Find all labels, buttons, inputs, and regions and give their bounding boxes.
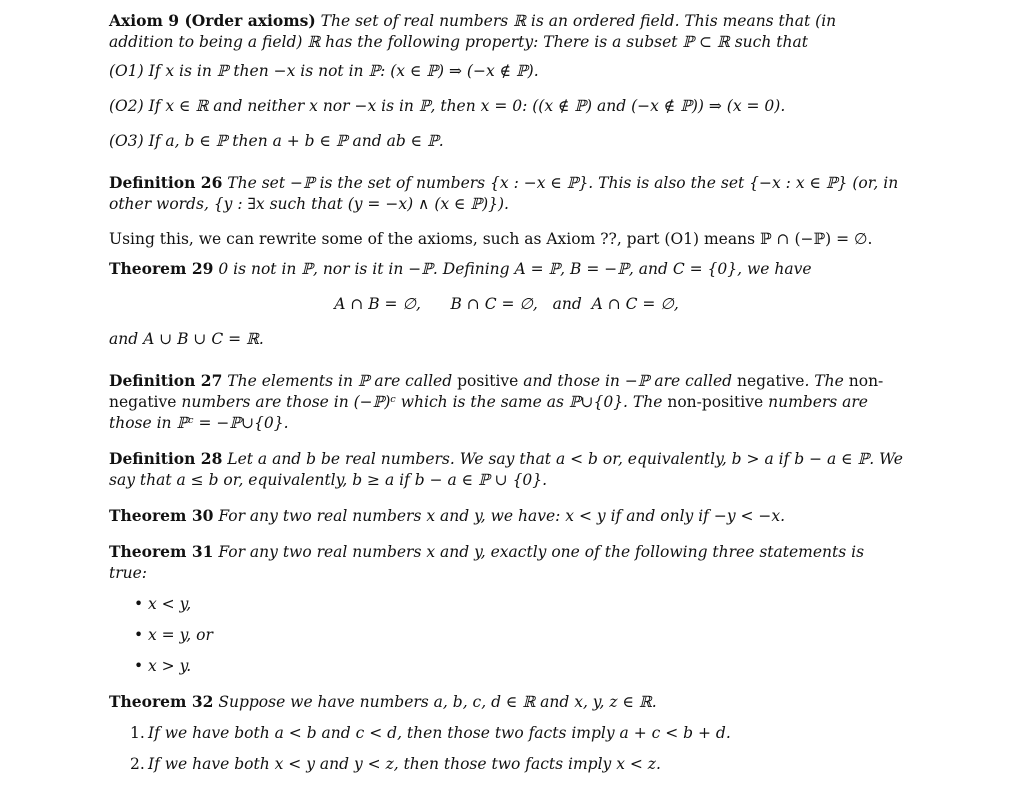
theorem-30-heading: Theorem 30 xyxy=(109,506,214,525)
term-non-negative: non-negative xyxy=(109,372,884,411)
theorem-30 xyxy=(109,505,904,527)
theorem-30-text: For any two real numbers x and y, we have: x < y if and only if −y < −x. xyxy=(218,507,786,525)
definition-26 xyxy=(109,172,904,215)
axiom-9-text: The set of real numbers ℝ is an ordered field. This means that (in addition to being a field) ℝ has the following property: There is a subset ℙ ⊂ ℝ such that xyxy=(109,12,837,51)
theorem-32-heading: Theorem 32 xyxy=(109,692,214,711)
document-page xyxy=(109,10,904,775)
definition-27-part1: The elements in ℙ are called xyxy=(227,372,453,390)
theorem-31-text: For any two real numbers x and y, exactly one of the following three statements is true: xyxy=(109,543,865,582)
definition-26-text: The set −ℙ is the set of numbers {x : −x ∈ ℙ}. This is also the set {−x : x ∈ ℙ} (or, in other words, {y : ∃x such that (y = −x) ∧ (x ∈ ℙ)}). xyxy=(109,174,899,213)
axiom-o3: (O3) If a, b ∈ ℙ then a + b ∈ ℙ and ab ∈ ℙ. xyxy=(109,132,444,150)
theorem-32-text: Suppose we have numbers a, b, c, d ∈ ℝ and x, y, z ∈ ℝ. xyxy=(218,693,657,711)
theorem-29-text: 0 is not in ℙ, nor is it in −ℙ. Defining A = ℙ, B = −ℙ, and C = {0}, we have xyxy=(218,260,812,278)
term-negative: negative xyxy=(737,372,805,390)
axiom-o2: (O2) If x ∈ ℝ and neither x nor −x is in ℙ, then x = 0: ((x ∉ ℙ) and (−x ∉ ℙ)) ⇒ (x = 0). xyxy=(109,97,786,115)
definition-27-part3: . The xyxy=(804,372,844,390)
term-non-positive: non-positive xyxy=(667,393,764,411)
list-item: • x = y, or xyxy=(109,625,904,646)
theorem-29-after: and A ∪ B ∪ C = ℝ. xyxy=(109,330,264,348)
theorem-29-heading: Theorem 29 xyxy=(109,259,214,278)
list-item: • x > y. xyxy=(109,656,904,677)
theorem-32-list xyxy=(109,723,904,775)
theorem-31-list xyxy=(109,594,904,677)
definition-27-part5: numbers are those in ℙᶜ = −ℙ∪{0}. xyxy=(109,393,868,432)
theorem-31 xyxy=(109,541,904,584)
definition-28 xyxy=(109,448,904,491)
definition-27-part4: numbers are those in (−ℙ)ᶜ which is the same as ℙ∪{0}. The xyxy=(181,393,663,411)
item-number: 1. xyxy=(130,724,145,742)
theorem-31-heading: Theorem 31 xyxy=(109,542,214,561)
axiom-o1: (O1) If x is in ℙ then −x is not in ℙ: (x ∈ ℙ) ⇒ (−x ∉ ℙ). xyxy=(109,62,539,80)
item-number: 2. xyxy=(130,755,145,773)
definition-27-heading: Definition 27 xyxy=(109,371,223,390)
axiom-9-heading: Axiom 9 (Order axioms) xyxy=(109,11,316,30)
theorem-29 xyxy=(109,258,904,280)
definition-27-part2: and those in −ℙ are called xyxy=(523,372,733,390)
definition-28-text: Let a and b be real numbers. We say that a < b or, equivalently, b > a if b − a ∈ ℙ. We say that a ≤ b or, equivalently, b ≥ a if b − a ∈ ℙ ∪ {0}. xyxy=(109,450,903,489)
definition-26-heading: Definition 26 xyxy=(109,173,223,192)
rewrite-note: Using this, we can rewrite some of the axioms, such as Axiom ??, part (O1) means ℙ ∩ (−ℙ) = ∅. xyxy=(109,230,873,248)
item-text: If we have both x < y and y < z, then those two facts imply x < z. xyxy=(148,755,661,773)
item-text: If we have both a < b and c < d, then those two facts imply a + c < b + d. xyxy=(148,724,731,742)
theorem-32 xyxy=(109,691,904,713)
definition-27 xyxy=(109,370,904,434)
theorem-29-display: A ∩ B = ∅, B ∩ C = ∅, and A ∩ C = ∅, xyxy=(334,295,679,313)
list-item: • x < y, xyxy=(109,594,904,615)
term-positive: positive xyxy=(457,372,519,390)
axiom-9 xyxy=(109,10,904,53)
list-item xyxy=(109,723,904,744)
list-item xyxy=(109,754,904,775)
definition-28-heading: Definition 28 xyxy=(109,449,223,468)
